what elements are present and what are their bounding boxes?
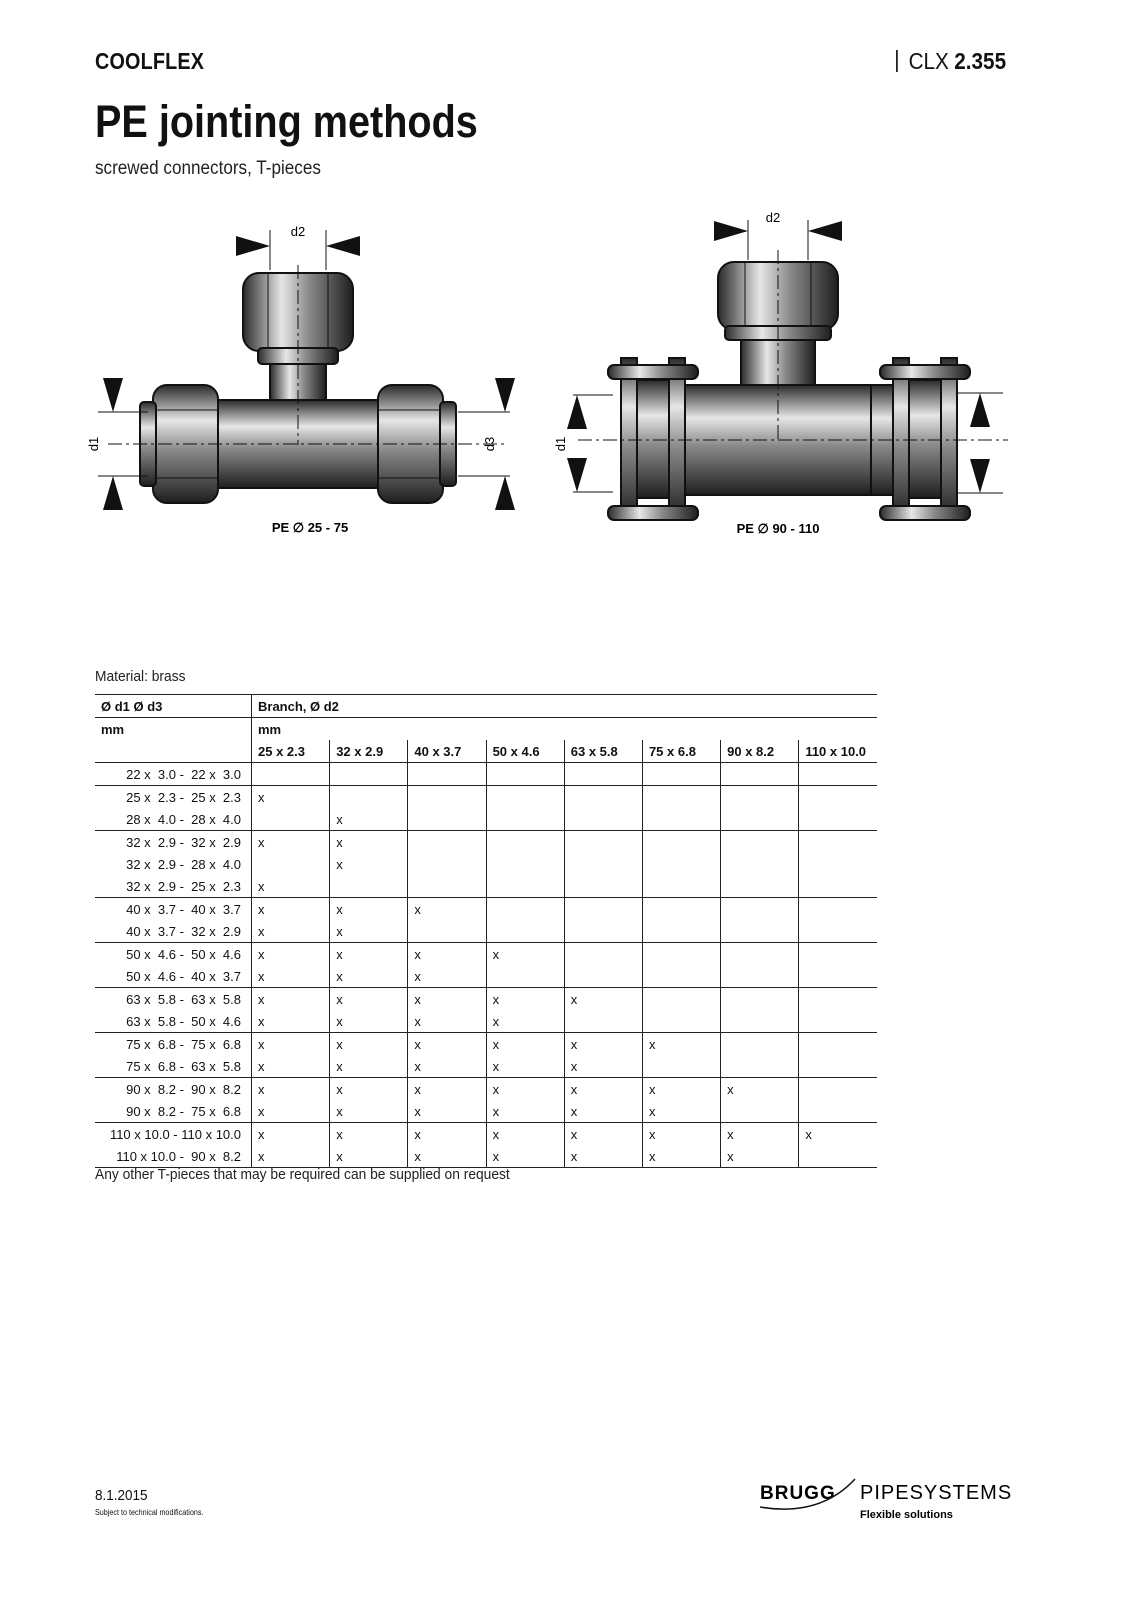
availability-cell: x	[252, 1010, 330, 1033]
availability-cell	[642, 965, 720, 988]
material-label: Material: brass	[95, 668, 186, 685]
table-row	[95, 1033, 877, 1056]
availability-cell: x	[408, 965, 486, 988]
availability-cell	[408, 875, 486, 898]
availability-cell	[721, 965, 799, 988]
availability-cell	[642, 853, 720, 875]
brand-name: COOLFLEX	[95, 48, 205, 74]
page-title: PE jointing methods	[95, 96, 478, 147]
row-label: 50 x 4.6 - 50 x 4.6	[95, 943, 252, 966]
table-row	[95, 920, 877, 943]
left-d2-label: d2	[290, 224, 306, 239]
right-d2-label: d2	[765, 210, 781, 225]
table-row	[95, 875, 877, 898]
availability-cell	[252, 763, 330, 786]
t-piece-availability-table	[95, 694, 877, 1168]
column-header: 40 x 3.7	[408, 740, 486, 763]
availability-cell	[252, 808, 330, 831]
availability-cell: x	[330, 808, 408, 831]
availability-cell: x	[408, 943, 486, 966]
table-row	[95, 1010, 877, 1033]
availability-cell	[721, 943, 799, 966]
availability-cell	[564, 831, 642, 854]
table-row	[95, 1123, 877, 1146]
availability-cell: x	[642, 1123, 720, 1146]
column-header: 110 x 10.0	[799, 740, 877, 763]
availability-cell	[799, 920, 877, 943]
column-header: 25 x 2.3	[252, 740, 330, 763]
availability-cell: x	[330, 1033, 408, 1056]
table-row	[95, 763, 877, 786]
availability-cell: x	[330, 1010, 408, 1033]
availability-cell: x	[642, 1100, 720, 1123]
availability-cell: x	[408, 1078, 486, 1101]
page-subtitle: screwed connectors, T-pieces	[95, 158, 321, 179]
availability-cell	[486, 853, 564, 875]
logo-product: PIPESYSTEMS	[860, 1482, 1013, 1504]
availability-cell: x	[564, 1145, 642, 1168]
table-row	[95, 1145, 877, 1168]
availability-cell	[799, 786, 877, 809]
availability-cell	[330, 763, 408, 786]
row-label: 75 x 6.8 - 63 x 5.8	[95, 1055, 252, 1078]
row-label: 32 x 2.9 - 32 x 2.9	[95, 831, 252, 854]
row-label: 50 x 4.6 - 40 x 3.7	[95, 965, 252, 988]
availability-cell	[799, 831, 877, 854]
left-d1-label: d1	[86, 436, 101, 452]
availability-cell: x	[258, 834, 265, 850]
availability-cell: x	[252, 1055, 330, 1078]
availability-cell	[642, 898, 720, 921]
availability-cell: x	[408, 1055, 486, 1078]
availability-cell	[486, 898, 564, 921]
availability-cell	[799, 875, 877, 898]
availability-cell: x	[721, 1145, 799, 1168]
header-diameter-unit: mm	[95, 718, 252, 741]
availability-cell	[486, 763, 564, 786]
table-row	[95, 943, 877, 966]
availability-cell	[486, 875, 564, 898]
availability-cell: x	[564, 1078, 642, 1101]
availability-cell	[408, 786, 486, 809]
availability-cell: x	[564, 1055, 642, 1078]
row-label: 90 x 8.2 - 75 x 6.8	[95, 1100, 252, 1123]
availability-cell	[408, 920, 486, 943]
left-figure-caption: PE ∅ 25 - 75	[271, 520, 349, 535]
availability-cell: x	[408, 1100, 486, 1123]
availability-cell: x	[252, 1100, 330, 1123]
availability-cell	[799, 808, 877, 831]
availability-cell: x	[330, 920, 408, 943]
row-label: 63 x 5.8 - 50 x 4.6	[95, 1010, 252, 1033]
availability-cell: x	[252, 965, 330, 988]
t-piece-screwed-illustration	[86, 210, 528, 565]
row-label: 110 x 10.0 - 90 x 8.2	[95, 1145, 252, 1168]
availability-cell	[330, 875, 408, 898]
availability-cell: x	[408, 1123, 486, 1146]
availability-cell: x	[330, 1078, 408, 1101]
availability-cell	[721, 1100, 799, 1123]
row-label: 32 x 2.9 - 25 x 2.3	[95, 875, 252, 898]
availability-cell	[564, 853, 642, 875]
availability-cell	[799, 965, 877, 988]
availability-cell: x	[642, 1078, 720, 1101]
availability-cell	[721, 988, 799, 1011]
availability-cell	[564, 808, 642, 831]
right-figure-caption: PE ∅ 90 - 110	[736, 521, 820, 536]
row-label: 110 x 10.0 - 110 x 10.0	[95, 1123, 252, 1146]
availability-cell	[799, 943, 877, 966]
availability-cell: x	[642, 1033, 720, 1056]
availability-cell	[642, 920, 720, 943]
logo-tagline: Flexible solutions	[860, 1509, 953, 1521]
table-row	[95, 1100, 877, 1123]
availability-cell: x	[330, 1123, 408, 1146]
header-blank	[95, 740, 252, 763]
availability-cell: x	[486, 1100, 564, 1123]
logo-brand: BRUGG	[760, 1483, 836, 1504]
availability-cell: x	[258, 1036, 265, 1052]
availability-cell	[408, 831, 486, 854]
availability-cell: x	[564, 1100, 642, 1123]
table-row	[95, 831, 877, 854]
table-row	[95, 965, 877, 988]
table-row	[95, 1078, 877, 1101]
availability-cell	[721, 875, 799, 898]
availability-cell: x	[486, 1010, 564, 1033]
availability-cell	[486, 831, 564, 854]
availability-cell: x	[330, 988, 408, 1011]
availability-cell	[564, 763, 642, 786]
row-label: 40 x 3.7 - 32 x 2.9	[95, 920, 252, 943]
availability-cell: x	[330, 1100, 408, 1123]
availability-cell	[564, 1010, 642, 1033]
document-code	[896, 48, 1006, 75]
availability-cell	[799, 1100, 877, 1123]
availability-cell	[642, 1055, 720, 1078]
table-row	[95, 808, 877, 831]
availability-cell: x	[258, 901, 265, 917]
availability-cell: x	[799, 1123, 877, 1146]
column-header: 90 x 8.2	[721, 740, 799, 763]
availability-cell	[642, 1010, 720, 1033]
row-label: 90 x 8.2 - 90 x 8.2	[95, 1078, 252, 1101]
availability-cell: x	[564, 1033, 642, 1056]
left-d3-label: d3	[482, 436, 497, 452]
availability-cell	[721, 920, 799, 943]
availability-cell	[799, 1010, 877, 1033]
availability-cell: x	[408, 898, 486, 921]
availability-cell	[564, 875, 642, 898]
availability-cell: x	[408, 1145, 486, 1168]
table-row	[95, 853, 877, 875]
availability-cell	[408, 808, 486, 831]
right-d1-label: d1	[553, 436, 568, 452]
availability-cell	[408, 763, 486, 786]
availability-cell: x	[564, 1123, 642, 1146]
availability-cell: x	[486, 1145, 564, 1168]
availability-cell: x	[486, 1078, 564, 1101]
availability-cell	[564, 898, 642, 921]
availability-cell	[721, 853, 799, 875]
availability-cell: x	[258, 789, 265, 805]
availability-cell	[721, 786, 799, 809]
column-header: 50 x 4.6	[486, 740, 564, 763]
availability-cell: x	[330, 965, 408, 988]
t-piece-flanged-illustration	[553, 200, 1013, 565]
availability-cell	[486, 786, 564, 809]
availability-cell: x	[330, 831, 408, 854]
availability-cell	[642, 943, 720, 966]
availability-cell: x	[486, 1123, 564, 1146]
header-diameter: Ø d1 Ø d3	[95, 695, 252, 718]
availability-cell	[642, 808, 720, 831]
availability-cell: x	[258, 946, 265, 962]
availability-cell	[564, 943, 642, 966]
availability-cell: x	[330, 898, 408, 921]
availability-cell: x	[258, 991, 265, 1007]
row-label: 75 x 6.8 - 75 x 6.8	[95, 1033, 252, 1056]
availability-cell	[799, 1055, 877, 1078]
document-date: 8.1.2015	[95, 1487, 148, 1504]
table-note: Any other T-pieces that may be required can be supplied on request	[95, 1166, 510, 1183]
column-header: 63 x 5.8	[564, 740, 642, 763]
availability-cell: x	[721, 1123, 799, 1146]
availability-cell	[642, 875, 720, 898]
row-label: 25 x 2.3 - 25 x 2.3	[95, 786, 252, 809]
availability-cell	[721, 1033, 799, 1056]
row-label: 63 x 5.8 - 63 x 5.8	[95, 988, 252, 1011]
column-header: 32 x 2.9	[330, 740, 408, 763]
availability-cell: x	[330, 853, 408, 875]
availability-cell	[486, 808, 564, 831]
row-label: 22 x 3.0 - 22 x 3.0	[95, 763, 252, 786]
availability-cell	[721, 763, 799, 786]
availability-cell: x	[408, 988, 486, 1011]
availability-cell	[642, 786, 720, 809]
availability-cell: x	[486, 1033, 564, 1056]
code-divider	[896, 50, 898, 72]
table-row	[95, 898, 877, 921]
availability-cell: x	[330, 1055, 408, 1078]
table-row	[95, 988, 877, 1011]
availability-cell: x	[258, 1126, 265, 1142]
availability-cell	[799, 1078, 877, 1101]
availability-cell: x	[486, 943, 564, 966]
availability-cell	[799, 1033, 877, 1056]
availability-cell	[252, 853, 330, 875]
row-label: 28 x 4.0 - 28 x 4.0	[95, 808, 252, 831]
availability-cell	[721, 898, 799, 921]
availability-cell: x	[252, 1145, 330, 1168]
availability-cell	[721, 1055, 799, 1078]
availability-cell	[642, 763, 720, 786]
availability-cell	[799, 1145, 877, 1168]
row-label: 32 x 2.9 - 28 x 4.0	[95, 853, 252, 875]
availability-cell: x	[408, 1010, 486, 1033]
availability-cell	[799, 763, 877, 786]
availability-cell: x	[486, 988, 564, 1011]
availability-cell: x	[252, 920, 330, 943]
availability-cell: x	[486, 1055, 564, 1078]
availability-cell	[486, 920, 564, 943]
code-number: 2.355	[954, 48, 1007, 74]
table-row	[95, 786, 877, 809]
availability-cell: x	[564, 988, 642, 1011]
availability-cell	[799, 898, 877, 921]
availability-cell	[564, 965, 642, 988]
header-branch: Branch, Ø d2	[252, 695, 878, 718]
availability-cell	[799, 988, 877, 1011]
row-label: 40 x 3.7 - 40 x 3.7	[95, 898, 252, 921]
availability-cell	[564, 786, 642, 809]
availability-cell: x	[408, 1033, 486, 1056]
brugg-pipesystems-logo	[760, 1477, 1060, 1525]
availability-cell: x	[330, 943, 408, 966]
availability-cell	[642, 988, 720, 1011]
availability-cell	[721, 831, 799, 854]
availability-cell	[799, 853, 877, 875]
availability-cell	[330, 786, 408, 809]
column-header: 75 x 6.8	[642, 740, 720, 763]
availability-cell	[564, 920, 642, 943]
header-branch-unit: mm	[258, 721, 282, 737]
disclaimer: Subject to technical modifications.	[95, 1508, 204, 1517]
availability-cell: x	[330, 1145, 408, 1168]
availability-cell: x	[252, 875, 330, 898]
availability-cell	[486, 965, 564, 988]
availability-cell: x	[258, 1081, 265, 1097]
availability-cell	[642, 831, 720, 854]
availability-cell	[721, 1010, 799, 1033]
availability-cell: x	[721, 1078, 799, 1101]
availability-cell	[721, 808, 799, 831]
code-prefix: CLX	[908, 48, 949, 74]
availability-cell	[408, 853, 486, 875]
availability-cell: x	[642, 1145, 720, 1168]
table-row	[95, 1055, 877, 1078]
